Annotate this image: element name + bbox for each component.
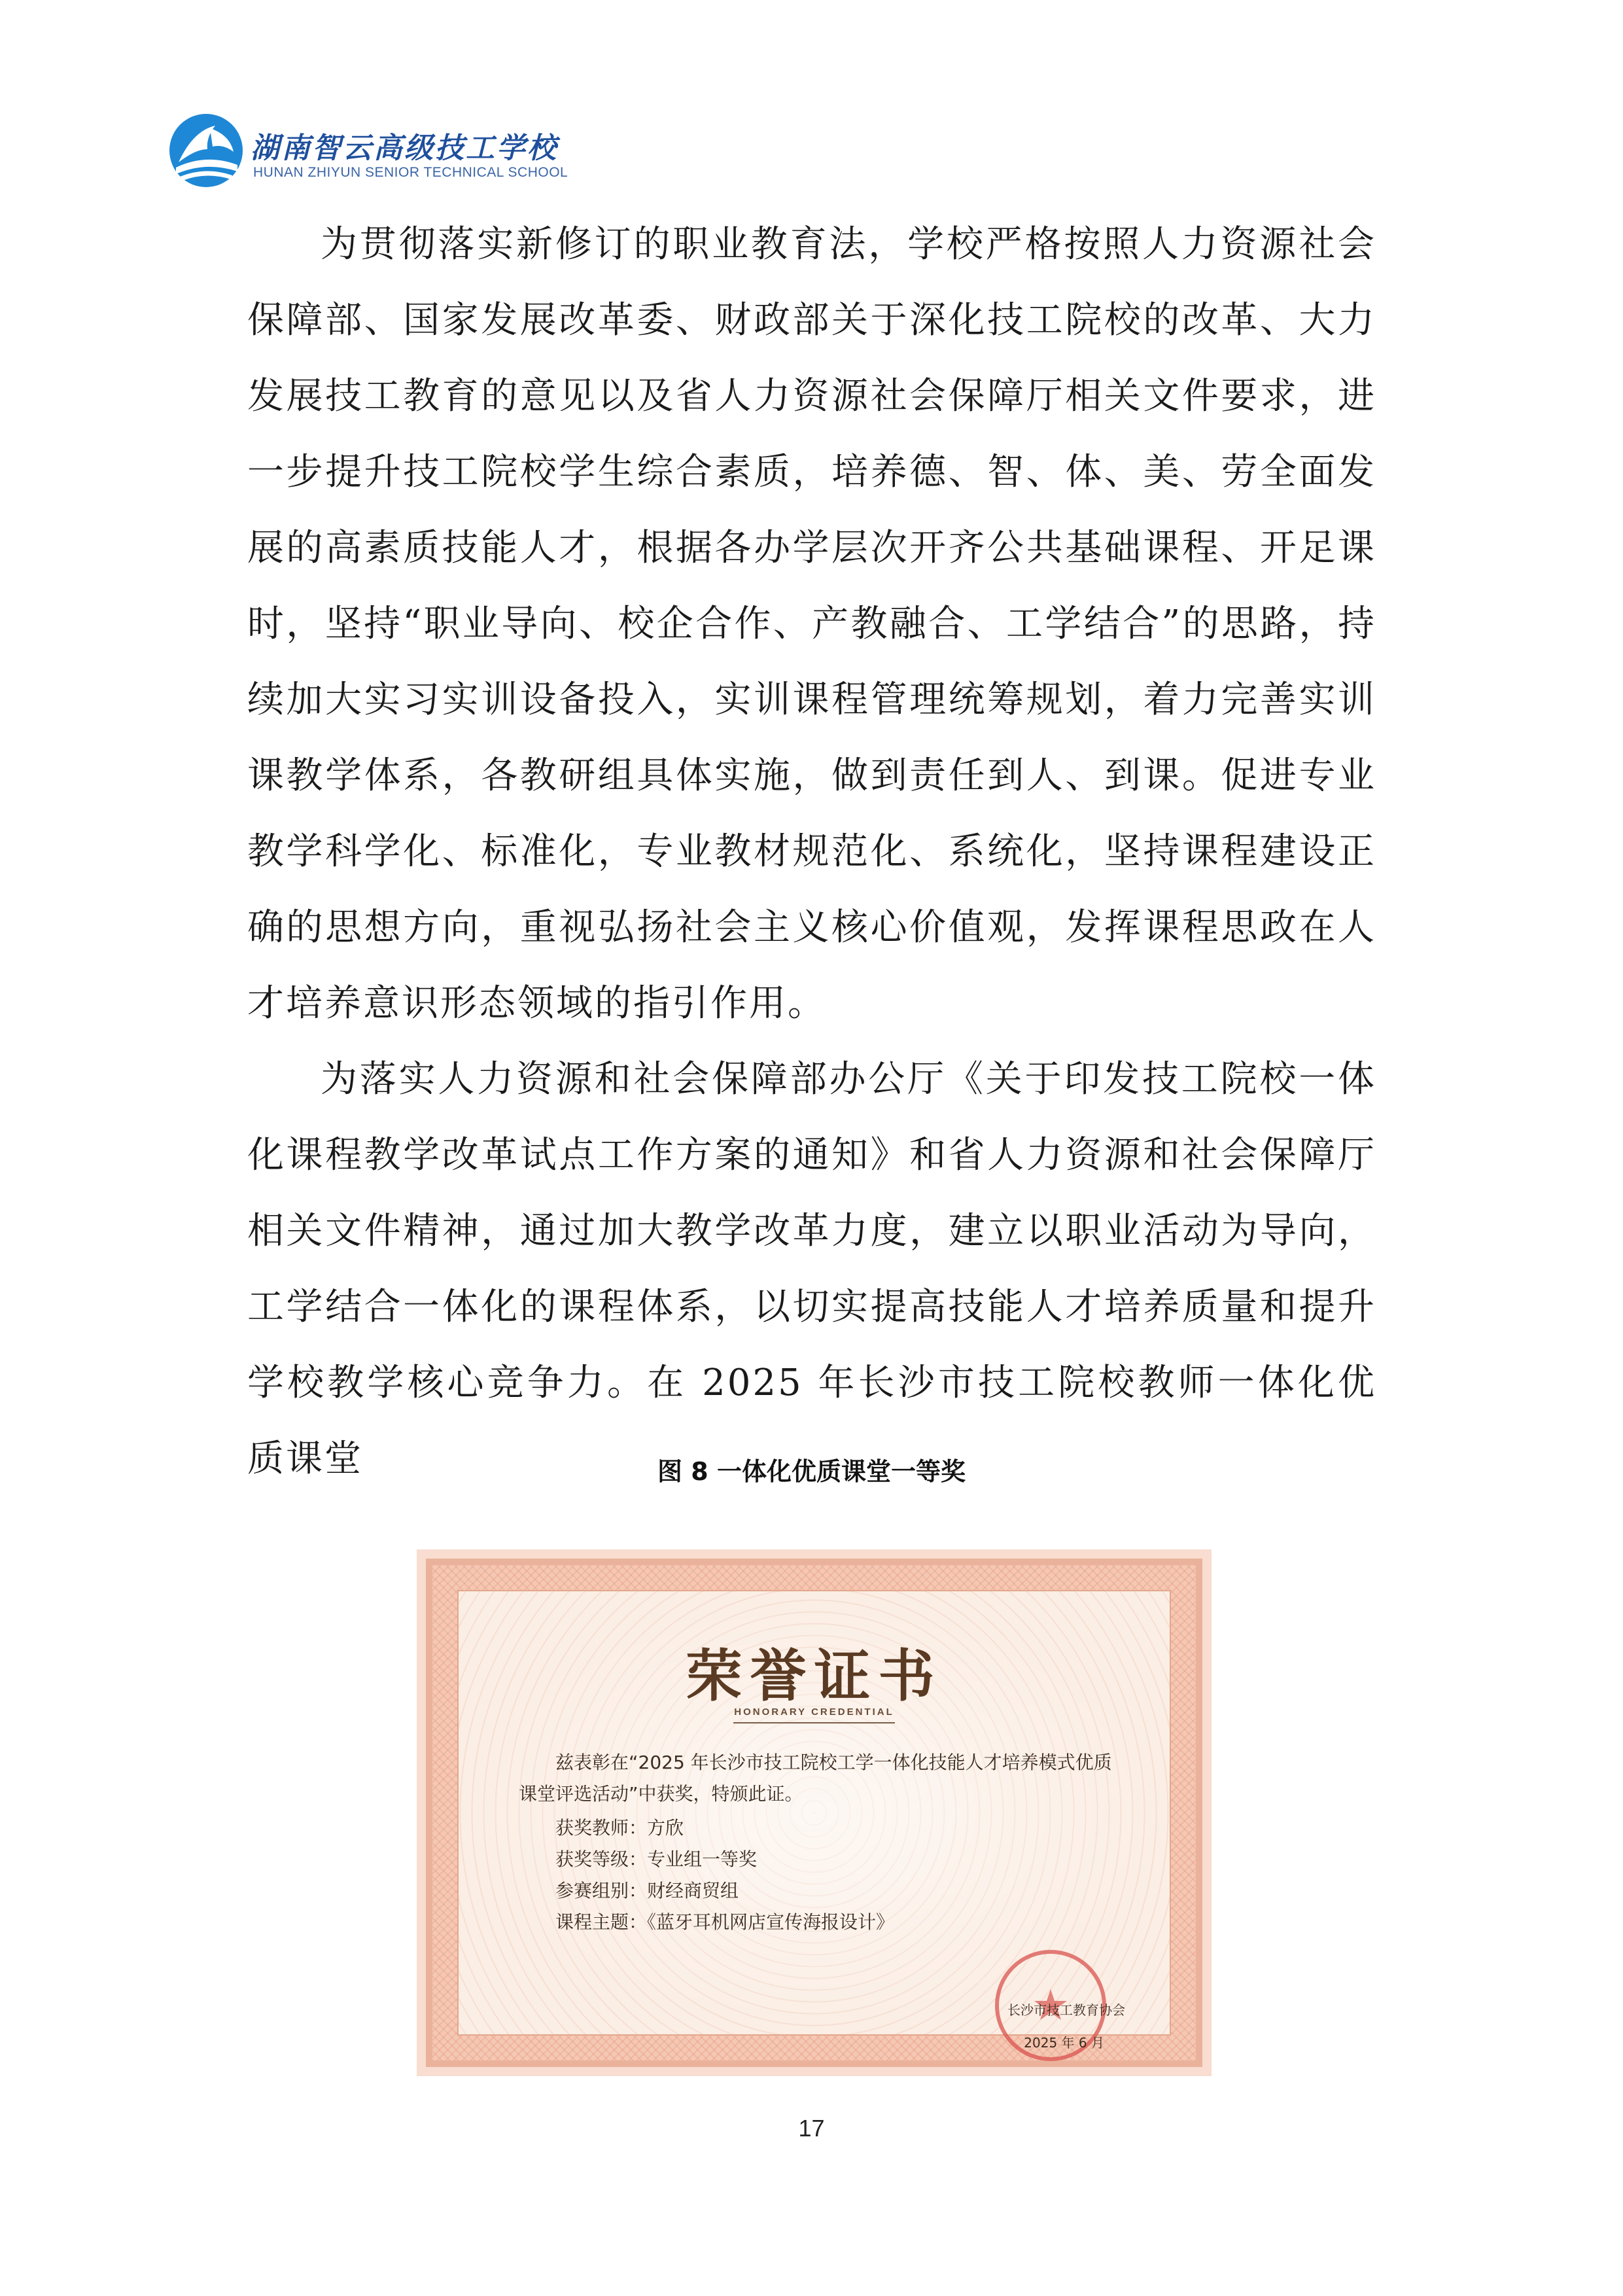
certificate-intro: 兹表彰在“2025 年长沙市技工院校工学一体化技能人才培养模式优质课堂评选活动”中获奖，特颁此证。 [519,1752,1112,1805]
certificate-date: 2025 年 6 月 [1024,2035,1104,2051]
school-name-en: HUNAN ZHIYUN SENIOR TECHNICAL SCHOOL [253,165,568,180]
certificate-topic: 课程主题：《蓝牙耳机网店宣传海报设计》 [555,1911,895,1933]
school-logo [167,111,756,203]
page-number: 17 [798,2115,825,2142]
school-name-cn: 湖南智云高级技工学校 [251,132,558,165]
certificate-teacher: 获奖教师：方欣 [555,1817,684,1839]
body-text [247,207,1376,1497]
certificate-body [519,1747,1117,1938]
certificate-level: 获奖等级：专业组一等奖 [555,1848,758,1870]
school-logo-icon [167,111,245,190]
certificate-subtitle: HONORARY CREDENTIAL [734,1706,894,1718]
paragraph-2: 为落实人力资源和社会保障部办公厅《关于印发技工院校一体化课程教学改革试点工作方案的通知》和省人力资源和社会保障厅相关文件精神，通过加大教学改革力度，建立以职业活动为导向，工学结合一体化的课程体系，以切实提高技能人才培养质量和提升学校教学核心竞争力。在 2025 年长沙市技工院校教师一体化优质课堂 [247,1058,1376,1480]
certificate-subtitle-rule [733,1722,895,1723]
certificate-group: 参赛组别：财经商贸组 [555,1880,739,1901]
certificate-panel [457,1590,1171,2051]
paragraph-1: 为贯彻落实新修订的职业教育法，学校严格按照人力资源社会保障部、国家发展改革委、财政部关于深化技工院校的改革、大力发展技工教育的意见以及省人力资源社会保障厅相关文件要求，进一步提升技工院校学生综合素质，培养德、智、体、美、劳全面发展的高素质技能人才，根据各办学层次开齐公共基础课程、开足课时，坚持“职业导向、校企合作、产教融合、工学结合”的思路，持续加大实习实训设备投入，实训课程管理统筹规划，着力完善实训课教学体系，各教研组具体实施，做到责任到人、到课。促进专业教学科学化、标准化，专业教材规范化、系统化，坚持课程建设正确的思想方向，重视弘扬社会主义核心价值观，发挥课程思政在人才培养意识形态领域的指引作用。 [247,223,1376,1025]
certificate-image [417,1549,1212,2076]
figure-caption: 图 8 一体化优质课堂一等奖 [657,1457,966,1486]
certificate-title: 荣誉证书 [686,1644,943,1709]
certificate-issuer: 长沙市技工教育协会 [1007,2002,1125,2018]
